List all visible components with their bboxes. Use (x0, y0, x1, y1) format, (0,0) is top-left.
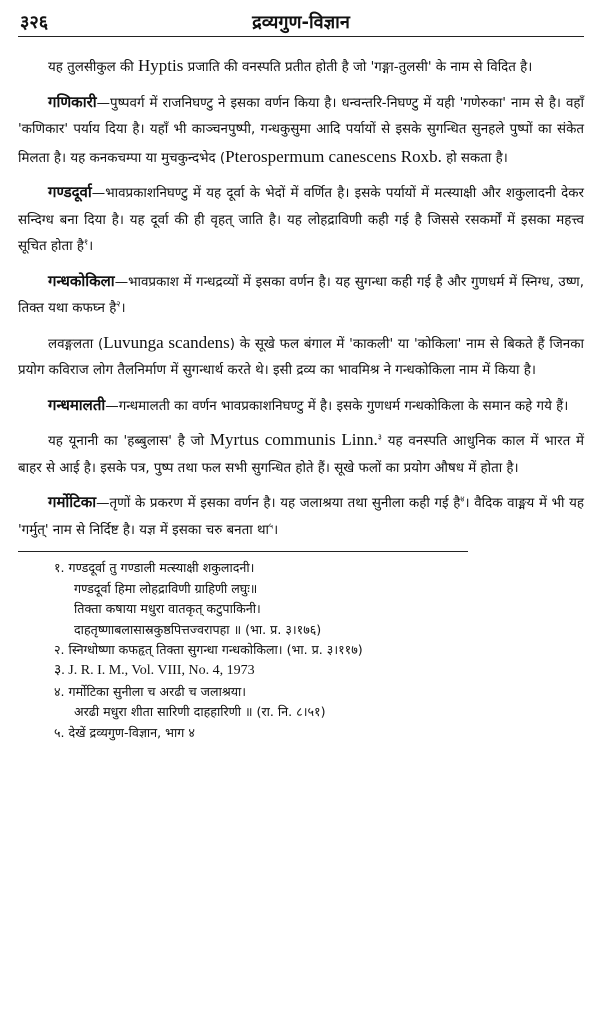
footnote-1-line: दाहतृष्णाबलासास्रकुष्ठपित्तज्वरापहा ॥ (भा. प्र. ३।१७६) (74, 621, 322, 637)
latin-name: Luvunga scandens (103, 332, 230, 352)
page-number: ३२६ (20, 12, 49, 33)
footnote-marker: २ (116, 299, 121, 309)
running-title: द्रव्यगुण-विज्ञान (252, 12, 350, 33)
footnote-1-line: तिक्ता कषाया मधुरा वातकृत् कटुपाकिनी। (74, 601, 261, 617)
footnote-marker: ४ (460, 494, 465, 504)
footnote-divider (18, 551, 468, 552)
main-text (18, 53, 584, 544)
paragraph-hyptis: यह तुलसीकुल की Hyptis प्रजाति की वनस्पति प्रतीत होती है जो 'गङ्गा-तुलसी' के नाम से विदित है। (48, 56, 533, 75)
footnote-1-line: १. गण्डदूर्वा तु गण्डाली मत्स्याक्षी शकुलादनी। (54, 560, 255, 575)
footnote-marker: १ (83, 237, 89, 247)
footnote-1-line: गण्डदूर्वा हिमा लोहद्राविणी ग्राहिणी लघुः॥ (74, 580, 258, 596)
paragraph-luvunga: लवङ्गलता (Luvunga scandens) के सूखे फल बंगाल में 'काकली' या 'कोकिला' नाम से बिकते हैं जिनका प्रयोग कविराज लोग तैलनिर्माण में सुगन्धार्थ करते थे। इसी द्रव्य का भावमिश्र ने गन्धकोकिला नाम में किया है। (18, 332, 584, 378)
footnote-4-line: अरढी मधुरा शीता सारिणी दाहहारिणी ॥ (रा. नि. ८।५१) (74, 704, 326, 720)
footnote-marker: ३ (377, 432, 382, 442)
footnote-marker: ५ (269, 521, 274, 531)
entry-term: गन्धमालती (48, 395, 106, 414)
footnotes (18, 558, 584, 743)
entry-garmotika: गर्मोटिका—तृणों के प्रकरण में इसका वर्णन है। यह जलाश्रया तथा सुनीला कही गई है$^४$। वैदिक वाङ्मय में भी यह 'गर्मुत्' नाम से निर्दिष्ट है। यज्ञ में इसका चरु बनता था$^५$। (18, 493, 584, 538)
footnote-4-line: ४. गर्मोटिका सुनीला च अरढी च जलाश्रया। (54, 683, 247, 699)
entry-term: गणिकारी (48, 92, 97, 111)
entry-gandhamalati: गन्धमालती—गन्धमालती का वर्णन भावप्रकाशनिघण्टु में है। इसके गुणधर्म गन्धकोकिला के समान कहे गये हैं। (48, 395, 569, 414)
footnote-5: ५. देखें द्रव्यगुण-विज्ञान, भाग ४ (54, 724, 195, 740)
entry-gandadurva: गण्डदूर्वा—भावप्रकाशनिघण्टु में यह दूर्वा के भेदों में वर्णित है। इसके पर्यायों में मत्स्याक्षी और शकुलादनी देकर सन्दिग्ध बना दिया है। यह दूर्वा की ही वृहत् जाति है। यह लोहद्राविणी कही गई है जिससे रसकर्मों में इसका महत्त्व सूचित होता है$^१$। (18, 183, 584, 254)
footnote-2: २. स्निग्धोष्णा कफहृत् तिक्ता सुगन्धा गन्धकोकिला। (भा. प्र. ३।११७) (54, 642, 363, 658)
entry-term: गण्डदूर्वा (48, 183, 92, 201)
latin-name: Pterospermum canescens Roxb. (225, 146, 442, 166)
footnote-3: ३. J. R. I. M., Vol. VIII, No. 4, 1973 (54, 662, 255, 678)
entry-ganikari: गणिकारी—पुष्पवर्ग में राजनिघण्टु ने इसका वर्णन किया है। धन्वन्तरि-निघण्टु में यही 'गणेरुका' नाम से है। वहाँ 'कणिकार' पर्याय दिया है। यहाँ भी काञ्चनपुष्पी, गन्धकुसुमा आदि पर्यायों से इसके सुगन्धित सुनहले पुष्पों का संकेत मिलता है। यह कनकचम्पा या मुचकुन्दभेद (Pterospermum canescens Roxb. हो सकता है। (18, 92, 584, 166)
latin-name: Myrtus communis Linn. (209, 430, 378, 449)
latin-name: Hyptis (138, 56, 184, 75)
entry-gandhakokila: गन्धकोकिला—भावप्रकाश में गन्धद्रव्यों में इसका वर्णन है। यह सुगन्धा कही गई है और गुणधर्म में स्निग्ध, उष्ण, तिक्त यथा कफघ्न है$^२$। (18, 271, 584, 316)
entry-term: गन्धकोकिला (48, 271, 115, 290)
page-header (18, 6, 584, 37)
entry-term: गर्मोटिका (48, 493, 97, 511)
paragraph-myrtus: यह यूनानी का 'हब्बुलास' है जो Myrtus communis Linn.$^३$ यह वनस्पति आधुनिक काल में भारत में बाहर से आई है। इसके पत्र, पुष्प तथा फल सभी सुगन्धित होते हैं। सूखे फलों का प्रयोग औषध में होता है। (18, 430, 585, 476)
